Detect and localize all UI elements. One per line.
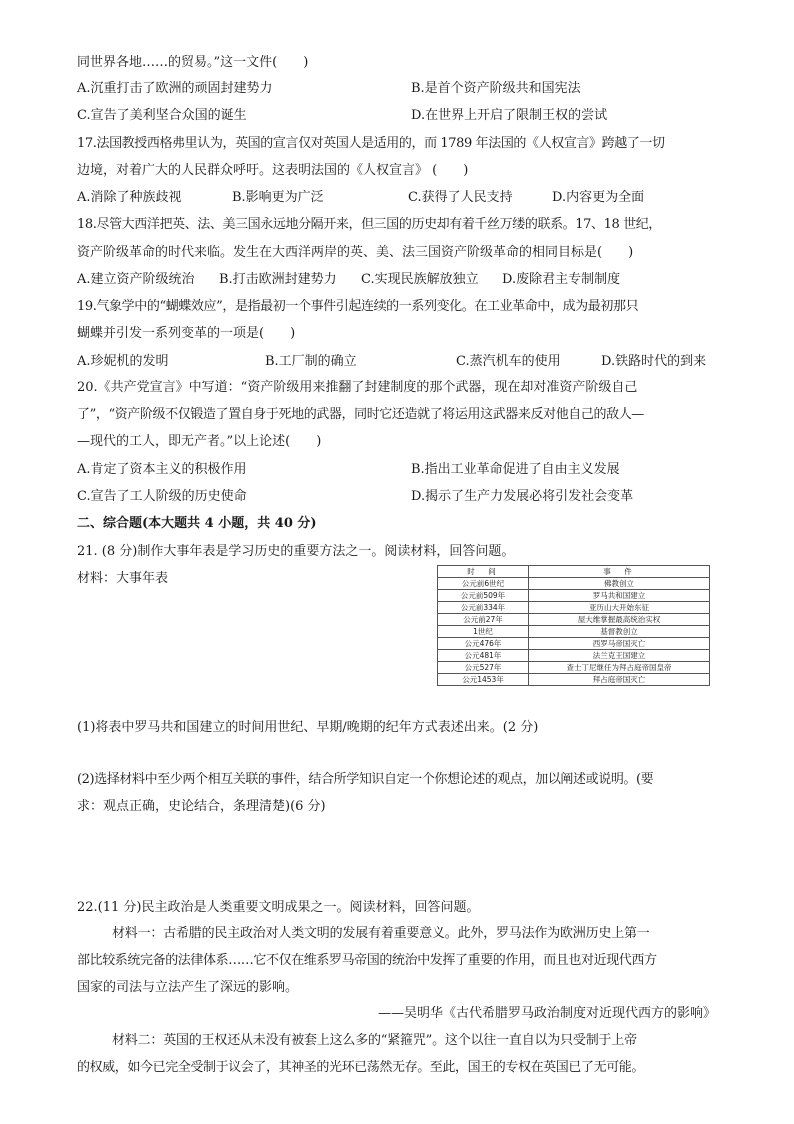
q21-subquestion-1: (1)将表中罗马共和国建立的时间用世纪、早期/晚期的纪年方式表述出来。(2 分) (77, 720, 539, 735)
q20-option-c: C.宣告了工人阶级的历史使命 (77, 489, 247, 504)
section-2-heading: 二、综合题(本大题共 4 小题，共 40 分) (77, 516, 317, 531)
table-cell-event: 拜占庭帝国灭亡 (529, 674, 710, 686)
table-cell-time: 公元476年 (438, 638, 529, 650)
question-17-stem-cont: 边境，对着广大的人民群众呼吁。这表明法国的《人权宣言》 ( ) (77, 163, 469, 178)
table-cell-time: 公元527年 (438, 662, 529, 674)
q19-option-c: C.蒸汽机车的使用 (456, 354, 561, 369)
question-20-stem-end: —现代的工人，即无产者。”以上论述( ) (77, 434, 322, 449)
q21-subquestion-2: (2)选择材料中至少两个相互关联的事件，结合所学知识自定一个你想论述的观点，加以阐述或说明。(要 (77, 772, 654, 787)
table-cell-time: 公元前27年 (438, 614, 529, 626)
q17-option-a: A.消除了种族歧视 (77, 190, 182, 205)
question-17-stem: 17.法国教授西格弗里认为，英国的宣言仅对英国人是适用的，而 1789 年法国的《人权宣言》跨越了一切 (77, 136, 665, 151)
q21-subquestion-2-cont: 求：观点正确，史论结合，条理清楚)(6 分) (77, 799, 326, 814)
table-cell-time: 公元前509年 (438, 590, 529, 602)
column-header-time: 时 间 (438, 566, 529, 578)
table-row (438, 650, 710, 662)
question-19-stem-cont: 蝴蝶并引发一系列变革的一项是( ) (77, 326, 296, 341)
q18-option-a: A.建立资产阶级统治 (77, 272, 195, 287)
material-2-text: 材料二：英国的王权还从未没有被套上这么多的“紧箍咒”。这个以往一直自以为只受制于上帝 (112, 1033, 637, 1048)
question-22-stem: 22.(11 分)民主政治是人类重要文明成果之一。阅读材料，回答问题。 (77, 900, 480, 915)
q16-option-b: B.是首个资产阶级共和国宪法 (411, 81, 581, 96)
q16-option-c: C.宣告了美利坚合众国的诞生 (77, 108, 247, 123)
table-row (438, 674, 710, 686)
table-header-row (438, 566, 710, 578)
table-row (438, 626, 710, 638)
table-cell-time: 公元前6世纪 (438, 578, 529, 590)
q17-option-b: B.影响更为广泛 (232, 190, 324, 205)
table-row (438, 578, 710, 590)
material-1-text-cont: 部比较系统完备的法律体系……它不仅在维系罗马帝国的统治中发挥了重要的作用，而且也对近现代西方 (77, 953, 657, 968)
table-cell-time: 1世纪 (438, 626, 529, 638)
question-21-stem: 21. (8 分)制作大事年表是学习历史的重要方法之一。阅读材料，回答问题。 (77, 544, 515, 559)
question-18-stem: 18.尽管大西洋把英、法、美三国永远地分隔开来，但三国的历史却有着千丝万缕的联系。17、18 世纪， (77, 217, 661, 232)
q16-option-a: A.沉重打击了欧洲的顽固封建势力 (77, 81, 273, 96)
q16-option-d: D.在世界上开启了限制王权的尝试 (411, 108, 608, 123)
q18-option-b: B.打击欧洲封建势力 (219, 272, 337, 287)
table-cell-time: 公元481年 (438, 650, 529, 662)
material-1-source: ——吴明华《古代希腊罗马政治制度对近现代西方的影响》 (377, 1006, 716, 1021)
question-16-stem-end: 同世界各地……的贸易。”这一文件( ) (77, 55, 309, 70)
table-cell-time: 公元前334年 (438, 602, 529, 614)
material-1-text: 材料一：古希腊的民主政治对人类文明的发展有着重要意义。此外，罗马法作为欧洲历史上第一 (112, 926, 650, 941)
table-row (438, 602, 710, 614)
table-row (438, 614, 710, 626)
table-row (438, 662, 710, 674)
column-header-event: 事 件 (529, 566, 710, 578)
q17-option-d: D.内容更为全面 (552, 190, 645, 205)
table-cell-event: 罗马共和国建立 (529, 590, 710, 602)
q19-option-b: B.工厂制的确立 (265, 354, 357, 369)
q18-option-c: C.实现民族解放独立 (361, 272, 479, 287)
table-cell-event: 基督教创立 (529, 626, 710, 638)
question-19-stem: 19.气象学中的“蝴蝶效应”，是指最初一个事件引起连续的一系列变化。在工业革命中，成为最初那只 (77, 299, 639, 314)
table-cell-event: 屋大维掌握最高统治实权 (529, 614, 710, 626)
table-row (438, 590, 710, 602)
chronology-table (437, 565, 710, 686)
material-1-text-end: 国家的司法与立法产生了深远的影响。 (77, 980, 299, 995)
question-20-stem: 20.《共产党宣言》中写道：“资产阶级用来推翻了封建制度的那个武器，现在却对准资产阶级自己 (77, 380, 638, 395)
q20-option-d: D.揭示了生产力发展必将引发社会变革 (411, 489, 634, 504)
q20-option-a: A.肯定了资本主义的积极作用 (77, 462, 247, 477)
table-cell-event: 法兰克王国建立 (529, 650, 710, 662)
table-cell-event: 佛教创立 (529, 578, 710, 590)
table-cell-time: 公元1453年 (438, 674, 529, 686)
table-cell-event: 亚历山大开始东征 (529, 602, 710, 614)
question-20-stem-cont: 了”，“资产阶级不仅锻造了置自身于死地的武器，同时它还造就了将运用这武器来反对他自己的敌人— (77, 407, 644, 422)
q19-option-a: A.珍妮机的发明 (77, 354, 169, 369)
table-cell-event: 西罗马帝国灭亡 (529, 638, 710, 650)
table-row (438, 638, 710, 650)
q20-option-b: B.指出工业革命促进了自由主义发展 (411, 462, 620, 477)
q19-option-d: D.铁路时代的到来 (601, 354, 707, 369)
material-label: 材料：大事年表 (77, 571, 169, 586)
material-2-text-cont: 的权威，如今已完全受制于议会了，其神圣的光环已荡然无存。至此，国王的专权在英国已了无可能。 (77, 1060, 645, 1075)
q18-option-d: D.废除君主专制制度 (502, 272, 621, 287)
table-cell-event: 查士丁尼继任为拜占庭帝国皇帝 (529, 662, 710, 674)
question-18-stem-cont: 资产阶级革命的时代来临。发生在大西洋两岸的英、美、法三国资产阶级革命的相同目标是( ) (77, 245, 634, 260)
q17-option-c: C.获得了人民支持 (408, 190, 513, 205)
